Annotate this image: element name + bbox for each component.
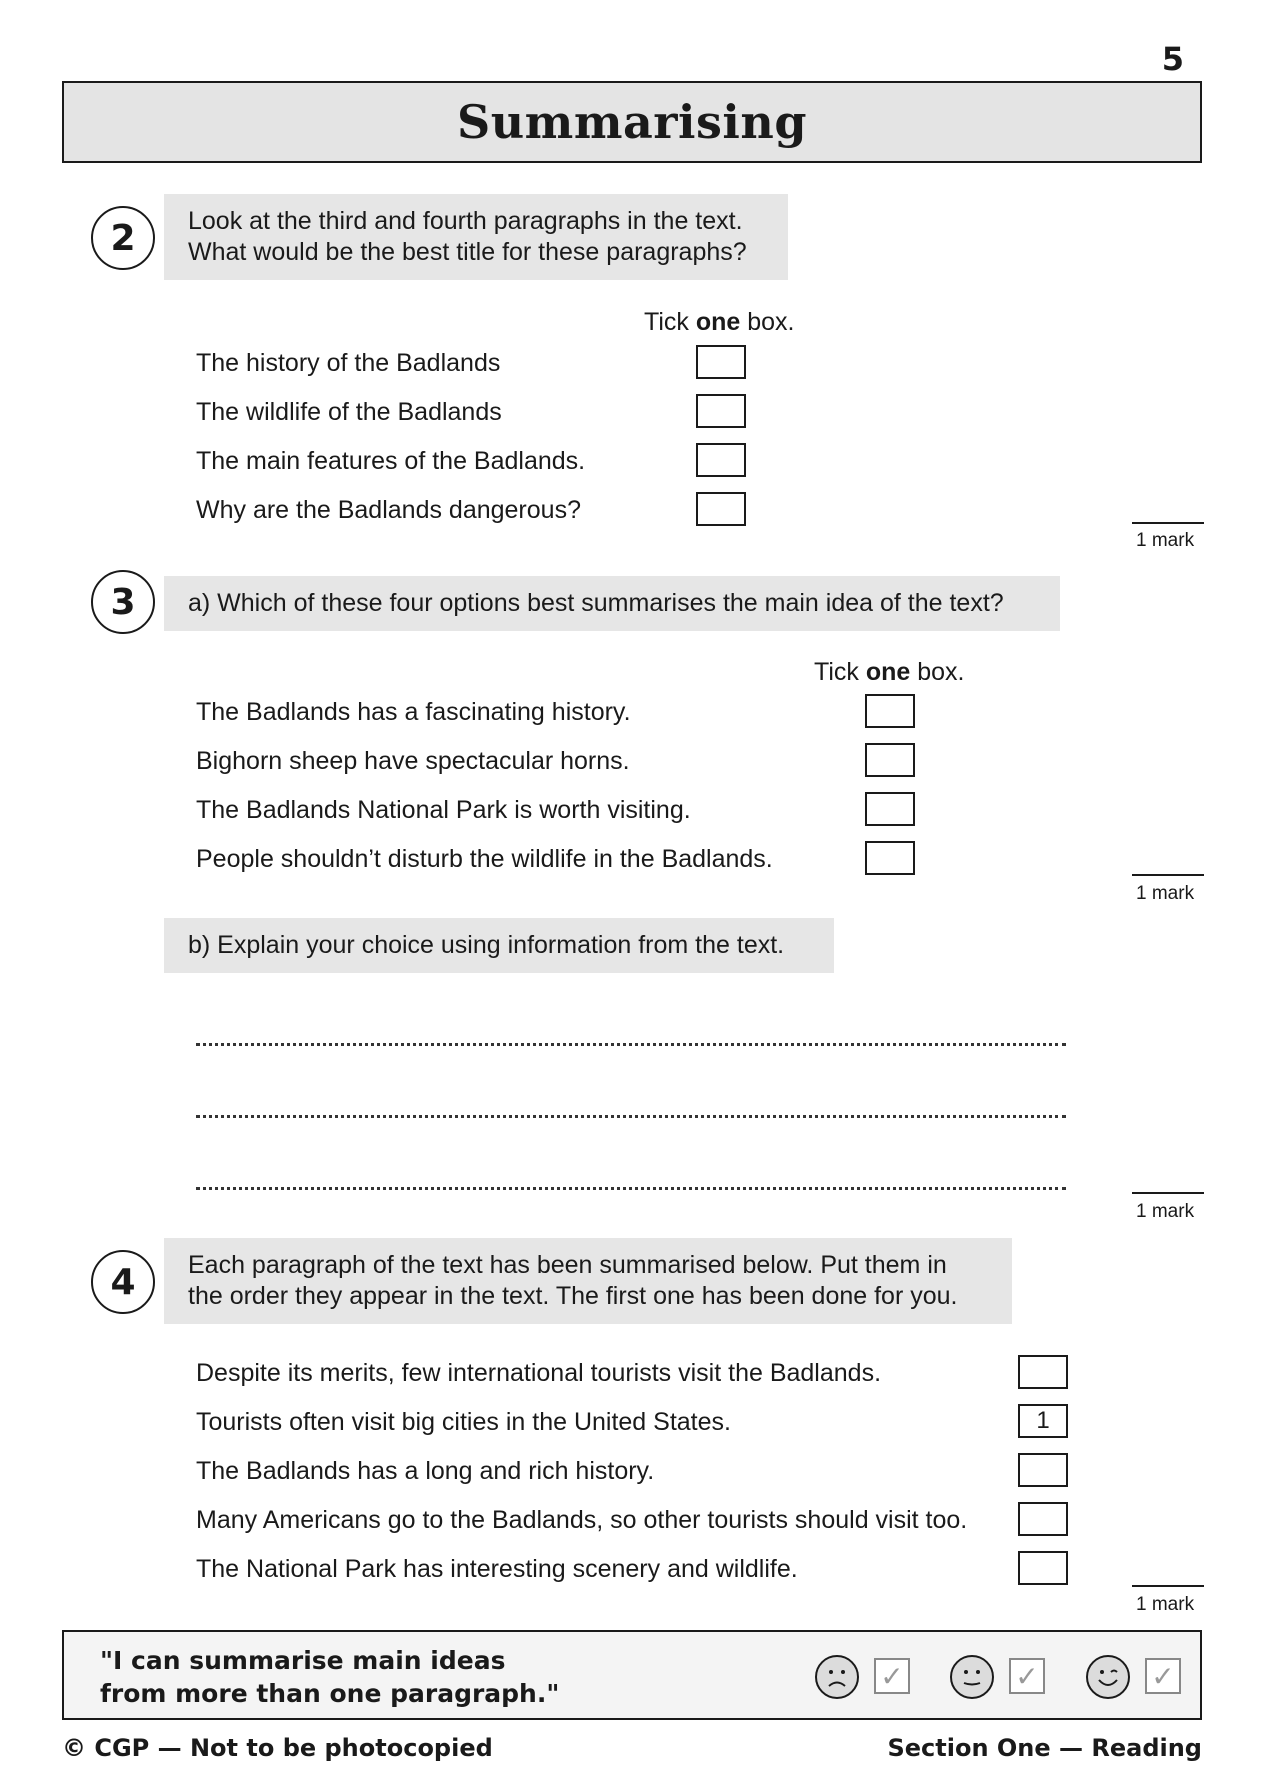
q4-option-2-order-box[interactable]: 1	[1018, 1404, 1068, 1438]
happy-face-icon	[1086, 1655, 1130, 1699]
neutral-face-checkbox[interactable]: ✓	[1009, 1658, 1045, 1694]
page-number: 5	[1161, 40, 1184, 78]
mark-line	[1132, 1192, 1204, 1194]
question-4-prompt	[164, 1238, 1012, 1324]
title-bar	[62, 81, 1202, 163]
q4-option-3: The Badlands has a long and rich history.	[196, 1457, 655, 1485]
question-2-prompt-line-1: Look at the third and fourth paragraphs in the text.	[188, 207, 743, 235]
question-3a-prompt: a) Which of these four options best summarises the main idea of the text?	[164, 576, 1060, 631]
question-number-3: 3	[91, 570, 155, 634]
q3-option-3-tickbox[interactable]	[865, 792, 915, 826]
q3-option-4: People shouldn’t disturb the wildlife in the Badlands.	[196, 845, 773, 873]
self-assessment-statement	[100, 1644, 559, 1710]
mark-line	[1132, 522, 1204, 524]
question-2-prompt-line-2: What would be the best title for these paragraphs?	[188, 238, 747, 266]
question-number-2: 2	[91, 206, 155, 270]
q3-option-1-tickbox[interactable]	[865, 694, 915, 728]
tick-instruction: Tick one box.	[814, 658, 965, 686]
q3-option-4-tickbox[interactable]	[865, 841, 915, 875]
q4-option-5-order-box[interactable]	[1018, 1551, 1068, 1585]
self-assessment-line-2: from more than one paragraph."	[100, 1679, 560, 1708]
q4-option-2: Tourists often visit big cities in the United States.	[196, 1408, 731, 1436]
section-label: Section One — Reading	[887, 1734, 1202, 1762]
happy-face-checkbox[interactable]: ✓	[1145, 1658, 1181, 1694]
self-assessment-line-1: "I can summarise main ideas	[100, 1646, 506, 1675]
question-3b-prompt: b) Explain your choice using information from the text.	[164, 918, 834, 973]
q2-option-1-tickbox[interactable]	[696, 345, 746, 379]
q3-option-2-tickbox[interactable]	[865, 743, 915, 777]
mark-label: 1 mark	[1136, 530, 1195, 551]
question-2-prompt	[164, 194, 788, 280]
sad-face-checkbox[interactable]: ✓	[874, 1658, 910, 1694]
page-title: Summarising	[456, 95, 807, 149]
question-4-prompt-line-2: the order they appear in the text. The first one has been done for you.	[188, 1282, 958, 1310]
copyright-notice: © CGP — Not to be photocopied	[62, 1734, 493, 1762]
q4-option-4-order-box[interactable]	[1018, 1502, 1068, 1536]
answer-line-1[interactable]	[196, 1043, 1066, 1046]
q4-option-1-order-box[interactable]	[1018, 1355, 1068, 1389]
q2-option-3-tickbox[interactable]	[696, 443, 746, 477]
q3-option-1: The Badlands has a fascinating history.	[196, 698, 631, 726]
mark-label: 1 mark	[1136, 1594, 1195, 1615]
mark-line	[1132, 874, 1204, 876]
q3-option-3: The Badlands National Park is worth visiting.	[196, 796, 691, 824]
q2-option-1: The history of the Badlands	[196, 349, 501, 377]
neutral-face-icon	[950, 1655, 994, 1699]
q3-option-2: Bighorn sheep have spectacular horns.	[196, 747, 630, 775]
question-number-4: 4	[91, 1250, 155, 1314]
answer-line-3[interactable]	[196, 1187, 1066, 1190]
q2-option-2-tickbox[interactable]	[696, 394, 746, 428]
q2-option-4: Why are the Badlands dangerous?	[196, 496, 581, 524]
q2-option-2: The wildlife of the Badlands	[196, 398, 502, 426]
q2-option-4-tickbox[interactable]	[696, 492, 746, 526]
q2-option-3: The main features of the Badlands.	[196, 447, 586, 475]
q4-option-1: Despite its merits, few international tourists visit the Badlands.	[196, 1359, 882, 1387]
sad-face-icon	[815, 1655, 859, 1699]
mark-label: 1 mark	[1136, 1201, 1195, 1222]
answer-line-2[interactable]	[196, 1115, 1066, 1118]
mark-line	[1132, 1585, 1204, 1587]
tick-instruction: Tick one box.	[644, 308, 795, 336]
mark-label: 1 mark	[1136, 883, 1195, 904]
self-assessment-box	[62, 1630, 1202, 1720]
q4-option-3-order-box[interactable]	[1018, 1453, 1068, 1487]
q4-option-4: Many Americans go to the Badlands, so other tourists should visit too.	[196, 1506, 968, 1534]
q4-option-5: The National Park has interesting scenery and wildlife.	[196, 1555, 798, 1583]
question-4-prompt-line-1: Each paragraph of the text has been summarised below. Put them in	[188, 1251, 947, 1279]
